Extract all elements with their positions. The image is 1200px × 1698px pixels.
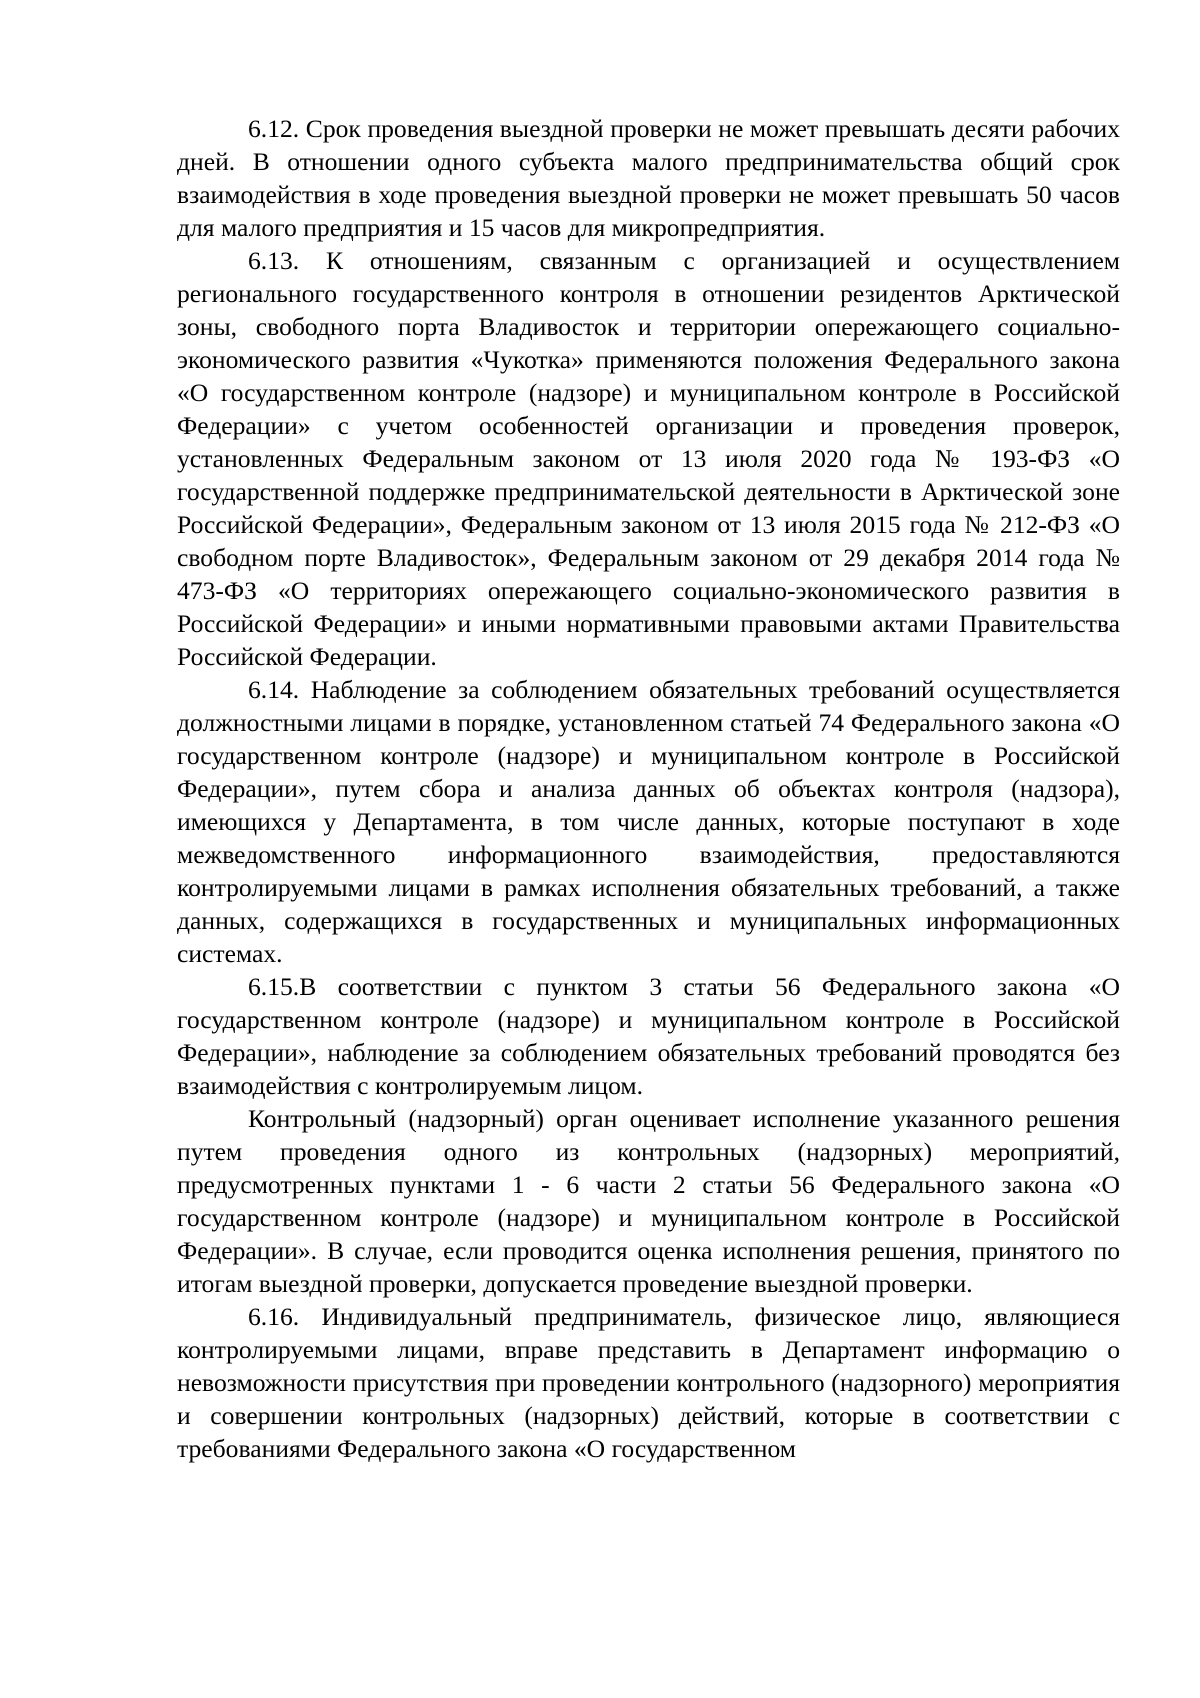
paragraph-6-13: 6.13. К отношениям, связанным с организацией и осуществлением регионального государственного контроля в отношении резидентов Арктической зоны, свободного порта Владивосток и территории опережающего социально-экономического развития «Чукотка» применяются положения Федерального закона «О государственном контроле (надзоре) и муниципальном контроле в Российской Федерации» с учетом особенностей организации и проведения проверок, установленных Федеральным законом от 13 июля 2020 года № 193-ФЗ «О государственной поддержке предпринимательской деятельности в Арктической зоне Российской Федерации», Федеральным законом от 13 июля 2015 года № 212-ФЗ «О свободном порте Владивосток», Федеральным законом от 29 декабря 2014 года № 473-ФЗ «О территориях опережающего социально-экономического развития в Российской Федерации» и иными нормативными правовыми актами Правительства Российской Федерации. — [177, 246, 1120, 671]
document-body — [177, 112, 1120, 1465]
paragraph-6-12: 6.12. Срок проведения выездной проверки не может превышать десяти рабочих дней. В отношении одного субъекта малого предпринимательства общий срок взаимодействия в ходе проведения выездной проверки не может превышать 50 часов для малого предприятия и 15 часов для микропредприятия. — [177, 114, 1120, 242]
paragraph-6-15: 6.15.В соответствии с пунктом 3 статьи 56 Федерального закона «О государственном контроле (надзоре) и муниципальном контроле в Российской Федерации», наблюдение за соблюдением обязательных требований проводятся без взаимодействия с контролируемым лицом. — [177, 972, 1120, 1100]
paragraph-6-16: 6.16. Индивидуальный предприниматель, физическое лицо, являющиеся контролируемыми лицами, вправе представить в Департамент информацию о невозможности присутствия при проведении контрольного (надзорного) мероприятия и совершении контрольных (надзорных) действий, которые в соответствии с требованиями Федерального закона «О государственном — [177, 1302, 1120, 1463]
paragraph-6-15-continuation: Контрольный (надзорный) орган оценивает исполнение указанного решения путем проведения одного из контрольных (надзорных) мероприятий, предусмотренных пунктами 1 - 6 части 2 статьи 56 Федерального закона «О государственном контроле (надзоре) и муниципальном контроле в Российской Федерации». В случае, если проводится оценка исполнения решения, принятого по итогам выездной проверки, допускается проведение выездной проверки. — [177, 1104, 1120, 1298]
paragraph-6-14: 6.14. Наблюдение за соблюдением обязательных требований осуществляется должностными лицами в порядке, установленном статьей 74 Федерального закона «О государственном контроле (надзоре) и муниципальном контроле в Российской Федерации», путем сбора и анализа данных об объектах контроля (надзора), имеющихся у Департамента, в том числе данных, которые поступают в ходе межведомственного информационного взаимодействия, предоставляются контролируемыми лицами в рамках исполнения обязательных требований, а также данных, содержащихся в государственных и муниципальных информационных системах. — [177, 675, 1120, 968]
